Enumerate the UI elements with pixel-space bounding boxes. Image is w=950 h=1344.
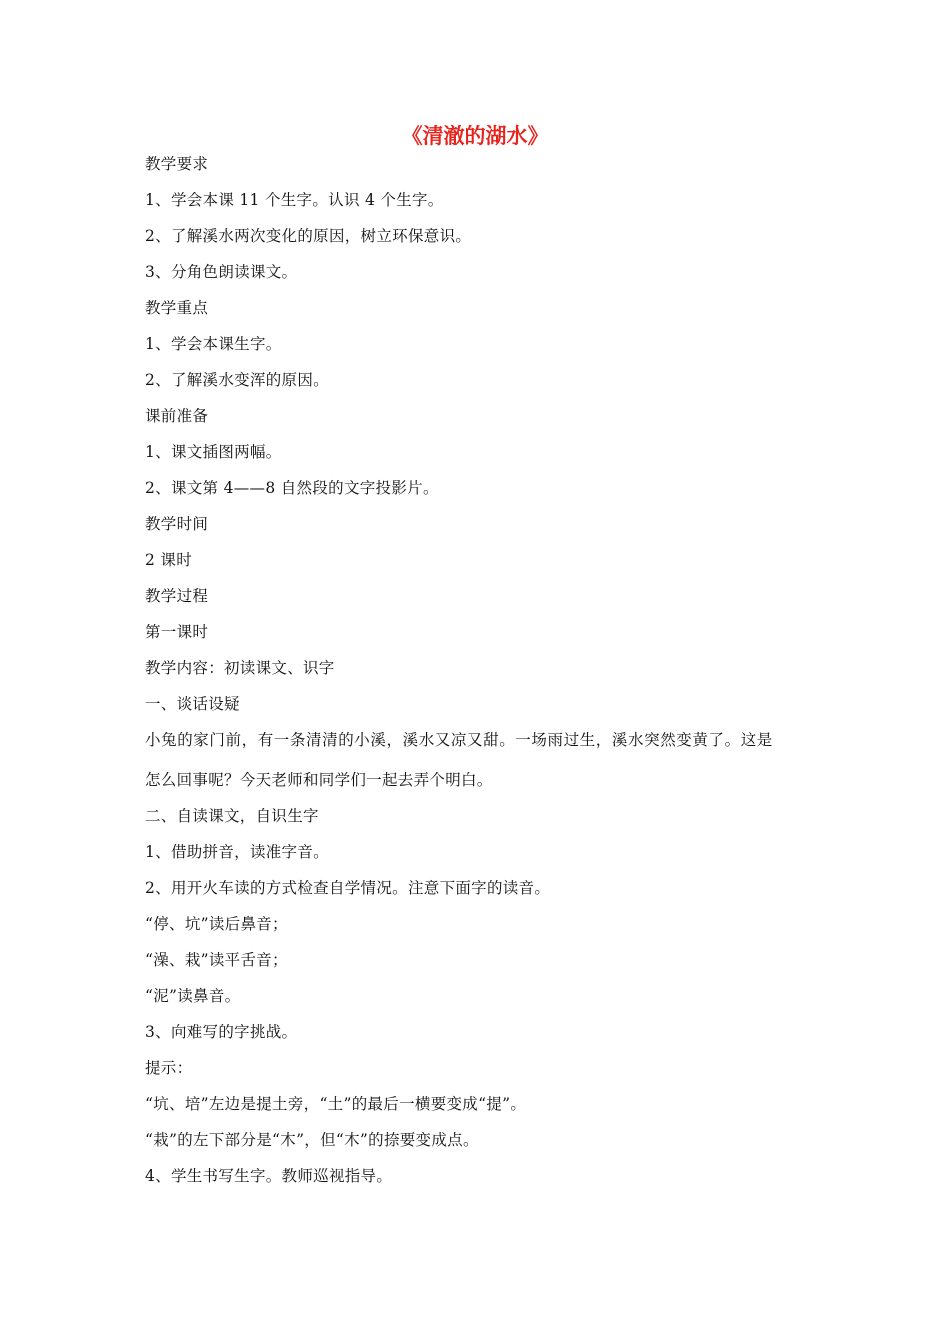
hint-heading: 提示：: [145, 1059, 193, 1077]
paragraph-line: 怎么回事呢？今天老师和同学们一起去弄个明白。: [145, 771, 493, 789]
document-body: [145, 146, 825, 1194]
requirement-item: 2、了解溪水两次变化的原因，树立环保意识。: [145, 227, 472, 245]
requirement-item: 3、分角色朗读课文。: [145, 263, 298, 281]
section-heading-time: 教学时间: [145, 515, 209, 533]
section-heading-requirements: 教学要求: [145, 155, 209, 173]
document-title: 《清澈的湖水》: [401, 124, 549, 148]
hint-item: “栽”的左下部分是“木”，但“木”的捺要变成点。: [145, 1131, 479, 1149]
key-point-item: 2、了解溪水变浑的原因。: [145, 371, 329, 389]
section-heading-key-points: 教学重点: [145, 299, 209, 317]
preparation-item: 2、课文第 4——8 自然段的文字投影片。: [145, 479, 439, 497]
section-heading-process: 教学过程: [145, 587, 209, 605]
key-point-item: 1、学会本课生字。: [145, 335, 282, 353]
step-item: 2、用开火车读的方式检查自学情况。注意下面字的读音。: [145, 879, 551, 897]
step-heading: 一、谈话设疑: [145, 695, 240, 713]
pronunciation-note: “泥”读鼻音。: [145, 987, 241, 1005]
step-heading: 二、自读课文，自识生字: [145, 807, 319, 825]
step-item: 3、向难写的字挑战。: [145, 1023, 298, 1041]
time-value: 2 课时: [145, 551, 192, 569]
hint-item: “坑、培”左边是提土旁，“土”的最后一横要变成“提”。: [145, 1095, 527, 1113]
step-item: 1、借助拼音，读准字音。: [145, 843, 329, 861]
pronunciation-note: “停、坑”读后鼻音；: [145, 915, 288, 933]
preparation-item: 1、课文插图两幅。: [145, 443, 282, 461]
lesson-heading: 第一课时: [145, 623, 209, 641]
paragraph-line: 小兔的家门前，有一条清清的小溪，溪水又凉又甜。一场雨过生，溪水突然变黄了。这是: [145, 731, 773, 749]
step-item: 4、学生书写生字。教师巡视指导。: [145, 1167, 393, 1185]
pronunciation-note: “澡、栽”读平舌音；: [145, 951, 288, 969]
lesson-content: 教学内容：初读课文、识字: [145, 659, 335, 677]
section-heading-preparation: 课前准备: [145, 407, 209, 425]
requirement-item: 1、学会本课 11 个生字。认识 4 个生字。: [145, 191, 444, 209]
